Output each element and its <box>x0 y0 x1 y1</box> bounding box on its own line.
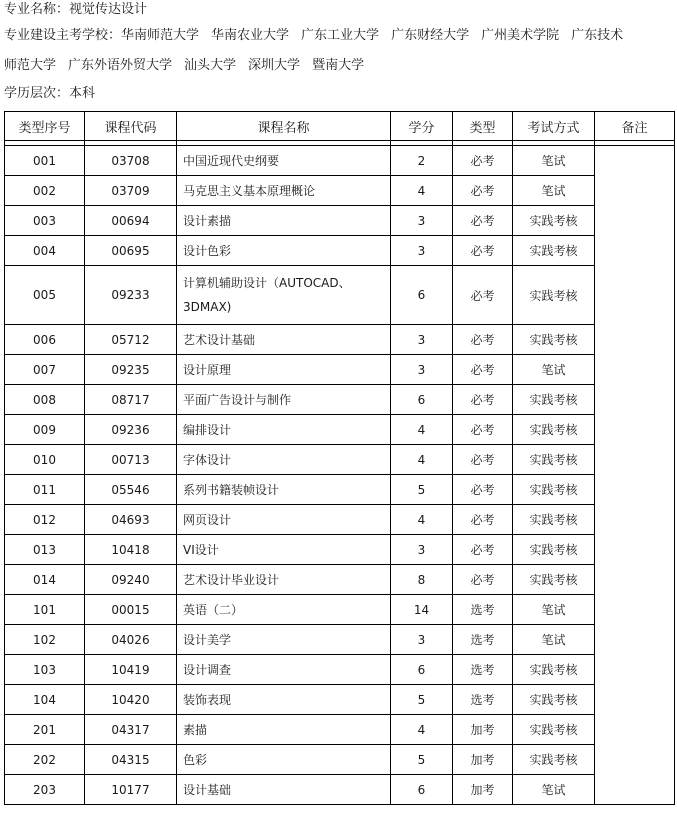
cell-code: 08717 <box>85 385 177 415</box>
course-table-body <box>5 141 675 805</box>
table-row <box>5 625 675 655</box>
cell-type: 必考 <box>453 565 513 595</box>
header-type: 类型 <box>453 112 513 141</box>
cell-type: 必考 <box>453 415 513 445</box>
school-name: 广东外语外贸大学 <box>68 58 173 73</box>
cell-course-name: 设计基础 <box>177 775 391 805</box>
table-row <box>5 505 675 535</box>
school-name: 暨南大学 <box>312 58 365 73</box>
school-name: 广州美术学院 <box>481 28 560 43</box>
cell-exam-method: 实践考核 <box>513 745 595 775</box>
cell-seq: 101 <box>5 595 85 625</box>
cell-credit: 4 <box>391 715 453 745</box>
cell-exam-method: 实践考核 <box>513 206 595 236</box>
header-remark: 备注 <box>595 112 675 141</box>
cell-exam-method: 笔试 <box>513 355 595 385</box>
cell-type: 加考 <box>453 775 513 805</box>
cell-code: 05546 <box>85 475 177 505</box>
cell-code: 09236 <box>85 415 177 445</box>
cell-course-name: 字体设计 <box>177 445 391 475</box>
cell-seq: 003 <box>5 206 85 236</box>
table-row <box>5 715 675 745</box>
cell-type: 选考 <box>453 685 513 715</box>
cell-type: 必考 <box>453 505 513 535</box>
cell-credit: 4 <box>391 176 453 206</box>
table-row <box>5 325 675 355</box>
cell-type: 加考 <box>453 745 513 775</box>
cell-credit: 14 <box>391 595 453 625</box>
cell-credit: 6 <box>391 266 453 325</box>
course-table <box>4 111 675 805</box>
cell-course-name: 设计美学 <box>177 625 391 655</box>
cell-course-name: 艺术设计基础 <box>177 325 391 355</box>
table-row <box>5 475 675 505</box>
cell-type: 必考 <box>453 146 513 176</box>
cell-seq: 009 <box>5 415 85 445</box>
cell-credit: 6 <box>391 385 453 415</box>
cell-type: 必考 <box>453 176 513 206</box>
cell-seq: 104 <box>5 685 85 715</box>
cell-code: 05712 <box>85 325 177 355</box>
cell-exam-method: 实践考核 <box>513 266 595 325</box>
cell-type: 必考 <box>453 355 513 385</box>
cell-seq: 007 <box>5 355 85 385</box>
cell-code: 00694 <box>85 206 177 236</box>
cell-course-name: 编排设计 <box>177 415 391 445</box>
cell-exam-method: 笔试 <box>513 625 595 655</box>
table-row <box>5 685 675 715</box>
cell-type: 必考 <box>453 385 513 415</box>
cell-type: 选考 <box>453 625 513 655</box>
header-code: 课程代码 <box>85 112 177 141</box>
cell-code: 10419 <box>85 655 177 685</box>
cell-credit: 2 <box>391 146 453 176</box>
level-value: 本科 <box>69 86 96 101</box>
cell-code: 03709 <box>85 176 177 206</box>
school-name: 师范大学 <box>4 58 57 73</box>
cell-seq: 011 <box>5 475 85 505</box>
table-row <box>5 146 675 176</box>
cell-seq: 203 <box>5 775 85 805</box>
cell-exam-method: 实践考核 <box>513 685 595 715</box>
cell-seq: 001 <box>5 146 85 176</box>
cell-code: 04317 <box>85 715 177 745</box>
cell-type: 加考 <box>453 715 513 745</box>
table-row <box>5 206 675 236</box>
header-seq: 类型序号 <box>5 112 85 141</box>
table-row <box>5 236 675 266</box>
cell-exam-method: 实践考核 <box>513 535 595 565</box>
cell-course-name: 设计原理 <box>177 355 391 385</box>
table-row <box>5 745 675 775</box>
cell-exam-method: 实践考核 <box>513 325 595 355</box>
cell-code: 09235 <box>85 355 177 385</box>
cell-course-name: 系列书籍装帧设计 <box>177 475 391 505</box>
cell-type: 必考 <box>453 325 513 355</box>
cell-seq: 103 <box>5 655 85 685</box>
cell-credit: 3 <box>391 355 453 385</box>
cell-credit: 5 <box>391 685 453 715</box>
cell-code: 09240 <box>85 565 177 595</box>
cell-course-name: 英语（二） <box>177 595 391 625</box>
cell-credit: 8 <box>391 565 453 595</box>
major-line <box>4 0 147 20</box>
table-header-row <box>5 112 675 141</box>
cell-exam-method: 实践考核 <box>513 385 595 415</box>
cell-exam-method: 笔试 <box>513 595 595 625</box>
cell-exam-method: 实践考核 <box>513 505 595 535</box>
cell-exam-method: 笔试 <box>513 176 595 206</box>
cell-exam-method: 实践考核 <box>513 475 595 505</box>
table-row <box>5 415 675 445</box>
cell-seq: 002 <box>5 176 85 206</box>
school-name: 广东技术 <box>571 28 624 43</box>
cell-course-name: 设计素描 <box>177 206 391 236</box>
school-name: 汕头大学 <box>184 58 237 73</box>
cell-course-name: 色彩 <box>177 745 391 775</box>
table-row <box>5 176 675 206</box>
school-name: 深圳大学 <box>248 58 301 73</box>
table-row <box>5 655 675 685</box>
cell-type: 必考 <box>453 236 513 266</box>
cell-code: 00713 <box>85 445 177 475</box>
cell-remark <box>595 146 675 805</box>
cell-credit: 5 <box>391 745 453 775</box>
table-row <box>5 445 675 475</box>
cell-type: 必考 <box>453 535 513 565</box>
schools-line-continued <box>4 56 364 76</box>
table-row <box>5 595 675 625</box>
cell-code: 10420 <box>85 685 177 715</box>
cell-seq: 012 <box>5 505 85 535</box>
cell-credit: 3 <box>391 325 453 355</box>
cell-seq: 006 <box>5 325 85 355</box>
cell-seq: 005 <box>5 266 85 325</box>
table-row <box>5 266 675 325</box>
cell-credit: 4 <box>391 415 453 445</box>
cell-exam-method: 实践考核 <box>513 445 595 475</box>
cell-seq: 201 <box>5 715 85 745</box>
cell-seq: 004 <box>5 236 85 266</box>
cell-code: 09233 <box>85 266 177 325</box>
cell-course-name: 中国近现代史纲要 <box>177 146 391 176</box>
cell-seq: 014 <box>5 565 85 595</box>
cell-course-name: 网页设计 <box>177 505 391 535</box>
cell-course-name: VI设计 <box>177 535 391 565</box>
level-line <box>4 84 95 104</box>
cell-code: 10418 <box>85 535 177 565</box>
cell-seq: 010 <box>5 445 85 475</box>
cell-credit: 4 <box>391 505 453 535</box>
cell-code: 00695 <box>85 236 177 266</box>
cell-credit: 4 <box>391 445 453 475</box>
cell-course-name: 装饰表现 <box>177 685 391 715</box>
table-row <box>5 565 675 595</box>
header-exam: 考试方式 <box>513 112 595 141</box>
cell-credit: 3 <box>391 236 453 266</box>
cell-credit: 6 <box>391 775 453 805</box>
school-name: 广东工业大学 <box>301 28 380 43</box>
table-row <box>5 355 675 385</box>
cell-code: 03708 <box>85 146 177 176</box>
cell-course-name: 平面广告设计与制作 <box>177 385 391 415</box>
cell-exam-method: 实践考核 <box>513 415 595 445</box>
table-row <box>5 535 675 565</box>
cell-type: 必考 <box>453 266 513 325</box>
cell-exam-method: 实践考核 <box>513 715 595 745</box>
cell-code: 10177 <box>85 775 177 805</box>
cell-course-name: 艺术设计毕业设计 <box>177 565 391 595</box>
header-name: 课程名称 <box>177 112 391 141</box>
school-name: 华南农业大学 <box>211 28 290 43</box>
school-name: 广东财经大学 <box>391 28 470 43</box>
cell-course-name: 马克思主义基本原理概论 <box>177 176 391 206</box>
cell-type: 选考 <box>453 595 513 625</box>
cell-type: 必考 <box>453 445 513 475</box>
cell-credit: 5 <box>391 475 453 505</box>
cell-code: 04026 <box>85 625 177 655</box>
cell-type: 选考 <box>453 655 513 685</box>
cell-exam-method: 实践考核 <box>513 565 595 595</box>
cell-course-name: 设计色彩 <box>177 236 391 266</box>
school-name: 华南师范大学 <box>121 28 200 43</box>
cell-exam-method: 实践考核 <box>513 236 595 266</box>
major-label: 专业名称： <box>4 2 70 17</box>
cell-seq: 008 <box>5 385 85 415</box>
cell-credit: 6 <box>391 655 453 685</box>
cell-type: 必考 <box>453 475 513 505</box>
cell-seq: 102 <box>5 625 85 655</box>
cell-credit: 3 <box>391 206 453 236</box>
cell-course-name: 设计调查 <box>177 655 391 685</box>
cell-seq: 202 <box>5 745 85 775</box>
major-name: 视觉传达设计 <box>69 2 148 17</box>
schools-label: 专业建设主考学校： <box>4 28 122 43</box>
table-row <box>5 775 675 805</box>
cell-seq: 013 <box>5 535 85 565</box>
cell-exam-method: 笔试 <box>513 146 595 176</box>
cell-code: 04315 <box>85 745 177 775</box>
cell-exam-method: 实践考核 <box>513 655 595 685</box>
header-credit: 学分 <box>391 112 453 141</box>
cell-course-name: 素描 <box>177 715 391 745</box>
schools-line <box>4 26 623 46</box>
cell-exam-method: 笔试 <box>513 775 595 805</box>
cell-type: 必考 <box>453 206 513 236</box>
cell-credit: 3 <box>391 625 453 655</box>
table-row <box>5 385 675 415</box>
cell-course-name: 计算机辅助设计（AUTOCAD、3DMAX) <box>177 266 391 325</box>
level-label: 学历层次： <box>4 86 70 101</box>
cell-code: 04693 <box>85 505 177 535</box>
cell-code: 00015 <box>85 595 177 625</box>
cell-credit: 3 <box>391 535 453 565</box>
